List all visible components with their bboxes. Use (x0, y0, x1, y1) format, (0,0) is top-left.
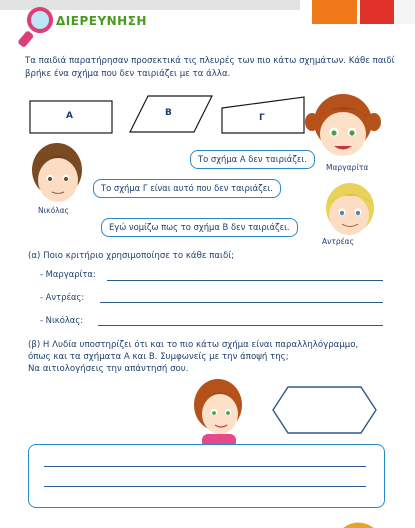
intro-text: Τα παιδιά παρατήρησαν προσεκτικά τις πλευρές των πιο κάτω σχημάτων. Κάθε παιδί βρήκε ένα σχήμα που δεν ταιριάζει με τα άλλα. (25, 56, 395, 79)
question-b-line-3: Να αιτιολογήσεις την απάντησή σου. (28, 364, 189, 374)
answer-box-line-2[interactable] (44, 486, 366, 487)
name-margarita: Μαργαρίτα (326, 163, 369, 172)
question-b-line-1: (β) Η Λυδία υποστηρίζει ότι και το πιο κάτω σχήμα είναι παραλληλόγραμμο, (28, 340, 359, 350)
hexagon-shape (273, 387, 376, 433)
shape-c-label: Γ (259, 113, 265, 123)
magnifier-icon (17, 9, 51, 48)
speech-bubble-nikolas: Το σχήμα Γ είναι αυτό που δεν ταιριάζει. (93, 179, 281, 198)
answer-box-line-1[interactable] (44, 466, 366, 467)
shape-b-label: Β (165, 108, 172, 118)
corner-tiles (312, 0, 415, 24)
answer-label-nikolas: - Νικόλας: (40, 315, 84, 325)
answer-label-margarita: - Μαργαρίτα: (40, 269, 96, 279)
answer-line-antreas[interactable] (100, 302, 383, 303)
speech-bubble-antreas: Εγώ νομίζω πως το σχήμα Β δεν ταιριάζει. (101, 218, 298, 237)
answer-label-antreas: - Αντρέας: (40, 292, 85, 302)
corner-character (343, 523, 374, 528)
shape-a-label: Α (66, 111, 73, 121)
answer-box[interactable] (28, 444, 385, 508)
section-title: ΔΙΕΡΕΥΝΗΣΗ (56, 14, 147, 28)
answer-line-margarita[interactable] (107, 280, 383, 281)
question-a: (α) Ποιο κριτήριο χρησιμοποίησε το κάθε παιδί; (28, 251, 235, 261)
nikolas-avatar (32, 143, 82, 202)
name-antreas: Αντρέας (322, 237, 354, 246)
lydia-figure (194, 379, 242, 448)
name-nikolas: Νικόλας (38, 206, 69, 215)
speech-bubble-margarita: Το σχήμα Α δεν ταιριάζει. (190, 150, 315, 169)
question-b-line-2: όπως και τα σχήματα Α και Β. Συμφωνείς με την άποψή της; (28, 352, 289, 362)
margarita-avatar (305, 94, 381, 156)
answer-line-nikolas[interactable] (98, 325, 383, 326)
antreas-avatar (326, 183, 374, 235)
